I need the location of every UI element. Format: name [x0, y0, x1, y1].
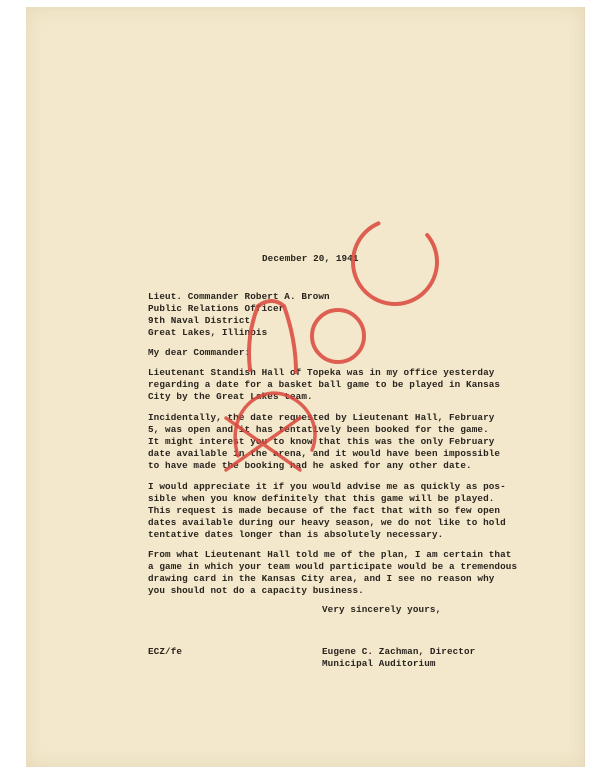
body-line: It might interest you to know that this was the only February: [148, 436, 495, 447]
body-line: to have made the booking had he asked for any other date.: [148, 460, 472, 471]
body-line: This request is made because of the fact that with so few open: [148, 505, 501, 516]
closing: Very sincerely yours,: [322, 604, 442, 615]
body-line: I would appreciate it if you would advise me as quickly as pos-: [148, 481, 506, 492]
body-line: a game in which your team would participate would be a tremendous: [148, 561, 518, 572]
body-line: regarding a date for a basket ball game to be played in Kansas: [148, 379, 501, 390]
body-line: Incidentally, the date requested by Lieutenant Hall, February: [148, 412, 495, 423]
body-line: dates available during our heavy season, we do not like to hold: [148, 517, 506, 528]
recipient-line: Great Lakes, Illinois: [148, 327, 268, 338]
body-line: you should not do a capacity business.: [148, 585, 364, 596]
body-line: Lieutenant Standish Hall of Topeka was in my office yesterday: [148, 367, 495, 378]
body-line: drawing card in the Kansas City area, and I see no reason why: [148, 573, 495, 584]
letter-date: December 20, 1941: [262, 253, 359, 264]
signature-title: Municipal Auditorium: [322, 658, 436, 669]
signature-name: Eugene C. Zachman, Director: [322, 646, 476, 657]
body-line: tentative dates longer than is absolutely necessary.: [148, 529, 444, 540]
body-line: From what Lieutenant Hall told me of the plan, I am certain that: [148, 549, 512, 560]
recipient-line: Public Relations Officer: [148, 303, 285, 314]
body-line: date available in the arena, and it would have been impossible: [148, 448, 501, 459]
body-line: sible when you know definitely that this game will be played.: [148, 493, 495, 504]
recipient-line: Lieut. Commander Robert A. Brown: [148, 291, 330, 302]
recipient-line: 9th Naval District: [148, 315, 251, 326]
typist-initials: ECZ/fe: [148, 646, 183, 657]
body-line: 5, was open and it has tentatively been booked for the game.: [148, 424, 489, 435]
salutation: My dear Commander:: [148, 347, 251, 358]
body-line: City by the Great Lakes team.: [148, 391, 313, 402]
